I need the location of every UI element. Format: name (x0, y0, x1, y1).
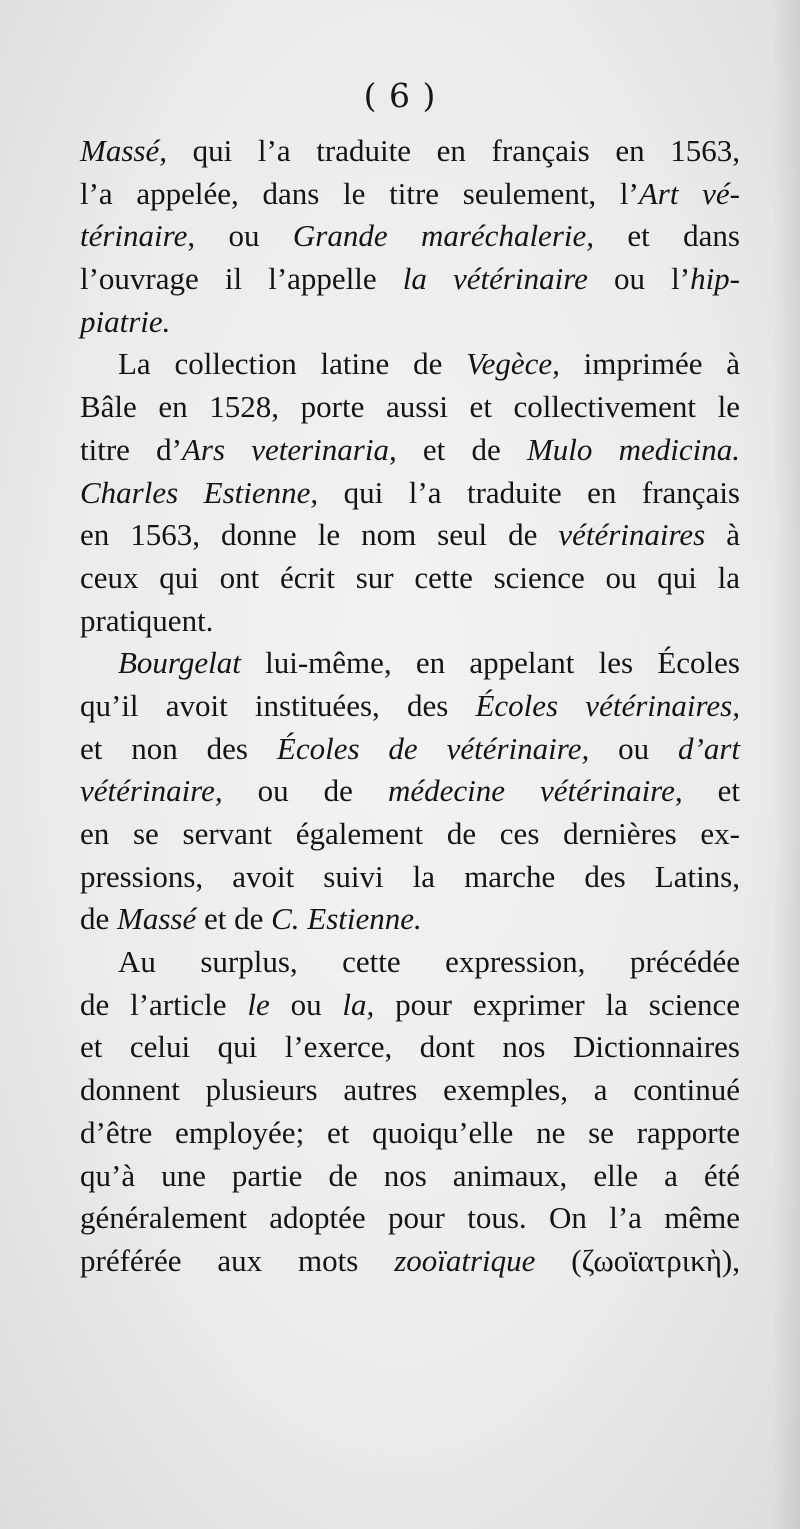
text-line (80, 1155, 740, 1198)
italic-text: hip- (690, 261, 740, 297)
roman-text: qu’il avoit instituées, des (80, 687, 476, 723)
roman-text: préférée aux mots (80, 1242, 395, 1278)
roman-text: qu’à une partie de nos animaux, elle a été (80, 1157, 740, 1193)
italic-text: vétérinaires (558, 517, 706, 553)
roman-text: et de (196, 901, 272, 937)
roman-text: et (682, 773, 741, 809)
roman-text: La collection latine de (118, 346, 467, 382)
text-line (80, 386, 740, 429)
text-line (80, 600, 740, 643)
italic-text: Écoles vétérinaires, (475, 687, 740, 723)
text-line (80, 429, 740, 472)
roman-text: ou de (222, 773, 388, 809)
text-line (80, 898, 740, 941)
roman-text: titre d’ (80, 431, 182, 467)
roman-text: et celui qui l’exerce, dont nos Dictionnaires (80, 1029, 740, 1065)
italic-text: Massé, (80, 133, 167, 168)
text-line (80, 557, 740, 600)
roman-text: Au surplus, cette expression, précédée (118, 944, 740, 980)
page-number: ( 6 ) (363, 76, 437, 115)
roman-text: en 1563, donne le nom seul de (80, 517, 559, 553)
text-line (80, 301, 740, 344)
text-line (80, 685, 740, 728)
roman-text: ceux qui ont écrit sur cette science ou qui la (80, 559, 740, 595)
italic-text: Art vé- (638, 175, 740, 211)
body-text (80, 130, 740, 1283)
roman-text: l’a appelée, dans le titre seulement, l’ (80, 175, 639, 211)
roman-text: généralement adoptée pour tous. On l’a même (80, 1200, 740, 1236)
italic-text: Grande maréchalerie, (292, 218, 595, 254)
italic-text: vétérinaire, (80, 773, 223, 809)
text-line (80, 173, 740, 216)
text-line (80, 130, 740, 173)
roman-text: (ζωοϊατρικὴ), (535, 1242, 740, 1278)
italic-text: C. Estienne. (271, 901, 422, 937)
italic-text: d’art (678, 730, 741, 766)
roman-text: de l’article (80, 986, 248, 1022)
roman-text: et non des (80, 730, 277, 766)
italic-text: le (247, 986, 270, 1022)
text-line (80, 215, 740, 258)
roman-text: Bâle en 1528, porte aussi et collectivement le (80, 389, 740, 425)
paragraph (80, 642, 740, 941)
text-line (80, 1240, 740, 1283)
roman-text: qui l’a traduite en français (318, 474, 740, 510)
italic-text: Ars veterinaria, (181, 431, 397, 467)
roman-text: de (80, 901, 118, 937)
text-line (80, 472, 740, 515)
text-line (80, 258, 740, 301)
text-line (80, 343, 740, 386)
italic-text: médecine vétérinaire, (387, 773, 683, 809)
roman-text: pressions, avoit suivi la marche des Latins, (80, 858, 740, 894)
roman-text: pratiquent. (80, 602, 214, 638)
text-line (80, 1197, 740, 1240)
page-edge-shadow (772, 0, 800, 1529)
text-line (80, 728, 740, 771)
text-line (80, 1069, 740, 1112)
roman-text: ou (589, 730, 679, 766)
text-line (80, 770, 740, 813)
paragraph (80, 343, 740, 642)
italic-text: térinaire (80, 218, 188, 254)
roman-text: lui-même, en appelant les Écoles (240, 645, 740, 681)
text-line (80, 941, 740, 984)
roman-text: et dans (594, 218, 740, 254)
italic-text: Massé (117, 901, 197, 937)
roman-text: l’ouvrage il l’appelle (80, 261, 403, 297)
italic-text: la vétérinaire (402, 261, 588, 297)
paragraph (80, 130, 740, 343)
roman-text: en se servant également de ces dernières ex- (80, 816, 740, 851)
text-line (80, 984, 740, 1027)
text-line (80, 1026, 740, 1069)
italic-text: la, (342, 986, 375, 1022)
italic-text: Écoles de vétérinaire, (276, 730, 590, 766)
text-line (80, 642, 740, 685)
roman-text: ou l’ (587, 261, 691, 297)
roman-text: qui l’a traduite en français en 1563, (166, 133, 740, 168)
italic-text: Mulo medicina. (526, 431, 740, 467)
roman-text: , ou (187, 218, 293, 254)
roman-text: imprimée à (559, 346, 740, 382)
italic-text: piatrie. (80, 303, 171, 339)
roman-text: pour exprimer la science (374, 986, 740, 1022)
roman-text: donnent plusieurs autres exemples, a continué (80, 1072, 740, 1108)
text-line (80, 813, 740, 856)
italic-text: Bourgelat (118, 645, 241, 681)
italic-text: Charles Estienne, (80, 474, 319, 510)
paragraph (80, 941, 740, 1283)
text-line (80, 856, 740, 899)
text-line (80, 514, 740, 557)
italic-text: Vegèce, (466, 346, 560, 382)
roman-text: et de (396, 431, 527, 467)
text-line (80, 1112, 740, 1155)
roman-text: ou (269, 986, 343, 1022)
roman-text: d’être employée; et quoiqu’elle ne se rapporte (80, 1114, 740, 1150)
roman-text: à (705, 517, 740, 553)
italic-text: zooïatrique (394, 1242, 536, 1278)
